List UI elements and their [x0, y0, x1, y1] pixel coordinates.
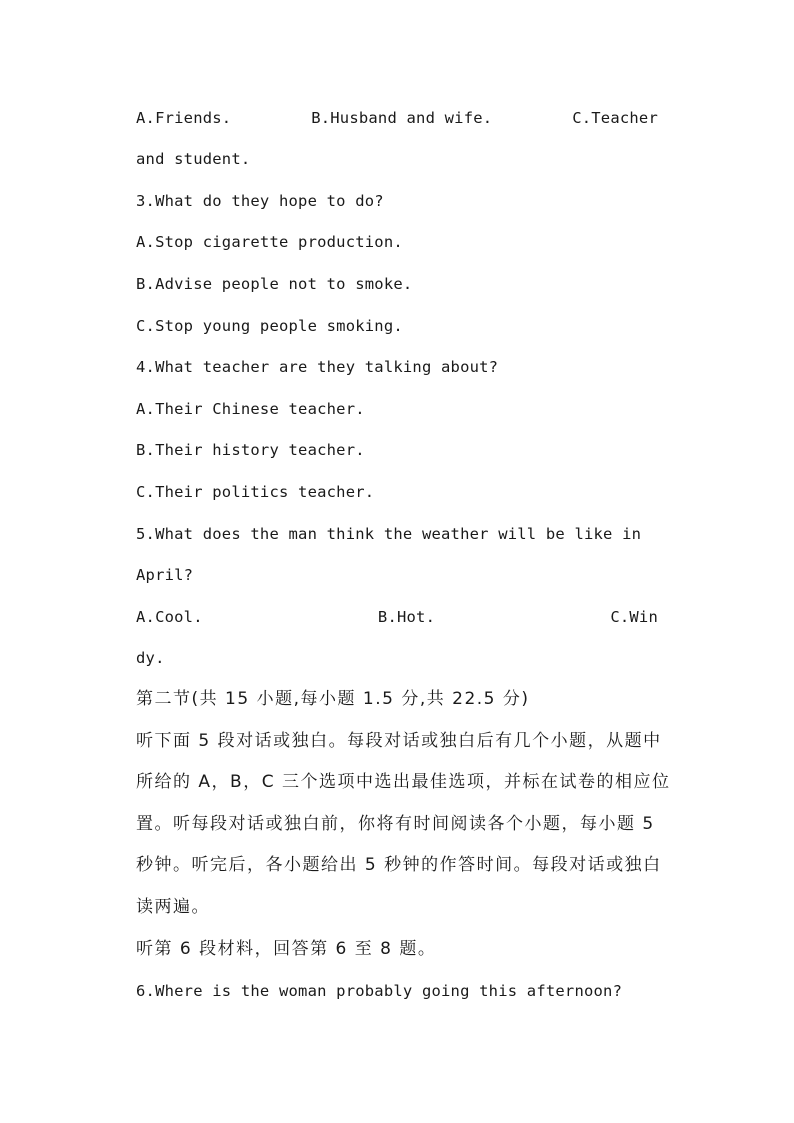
q5-option-b: B.Hot.: [377, 608, 436, 626]
q4-option-b: B.Their history teacher.: [136, 441, 365, 459]
section2-heading: 第二节(共 15 小题,每小题 1.5 分,共 22.5 分): [136, 689, 530, 709]
q5-stem-line1: 5.What does the man think the weather will be like in: [136, 525, 642, 543]
q3-option-b: B.Advise people not to smoke.: [136, 275, 413, 293]
q2-option-b: B.Husband and wife.: [311, 109, 493, 127]
q3-option-a: A.Stop cigarette production.: [136, 233, 403, 251]
q5-option-c-continued: dy.: [136, 649, 165, 667]
q5-option-c: C.Win: [610, 608, 658, 626]
section2-instructions-line5: 读两遍。: [136, 897, 210, 917]
section2-instructions-line3: 置。听每段对话或独白前，你将有时间阅读各个小题，每小题 5: [136, 814, 655, 834]
section2-instructions-line4: 秒钟。听完后，各小题给出 5 秒钟的作答时间。每段对话或独白: [136, 855, 662, 875]
q4-option-a: A.Their Chinese teacher.: [136, 400, 365, 418]
q6-stem: 6.Where is the woman probably going this afternoon?: [136, 982, 623, 1000]
q2-options-row: [136, 108, 658, 128]
q5-option-a: A.Cool.: [136, 608, 203, 626]
section2-instructions-line2: 所给的 A，B，C 三个选项中选出最佳选项，并标在试卷的相应位: [136, 772, 671, 792]
q3-option-c: C.Stop young people smoking.: [136, 317, 403, 335]
q5-options-row: [136, 607, 658, 627]
passage6-instruction: 听第 6 段材料，回答第 6 至 8 题。: [136, 939, 437, 959]
q4-stem: 4.What teacher are they talking about?: [136, 358, 499, 376]
q5-stem-line2: April?: [136, 566, 194, 584]
section2-instructions-line1: 听下面 5 段对话或独白。每段对话或独白后有几个小题，从题中: [136, 731, 662, 751]
q4-option-c: C.Their politics teacher.: [136, 483, 375, 501]
q2-option-a: A.Friends.: [136, 109, 232, 127]
q3-stem: 3.What do they hope to do?: [136, 192, 384, 210]
q2-option-c-continued: and student.: [136, 150, 251, 168]
q2-option-c: C.Teacher: [572, 109, 658, 127]
